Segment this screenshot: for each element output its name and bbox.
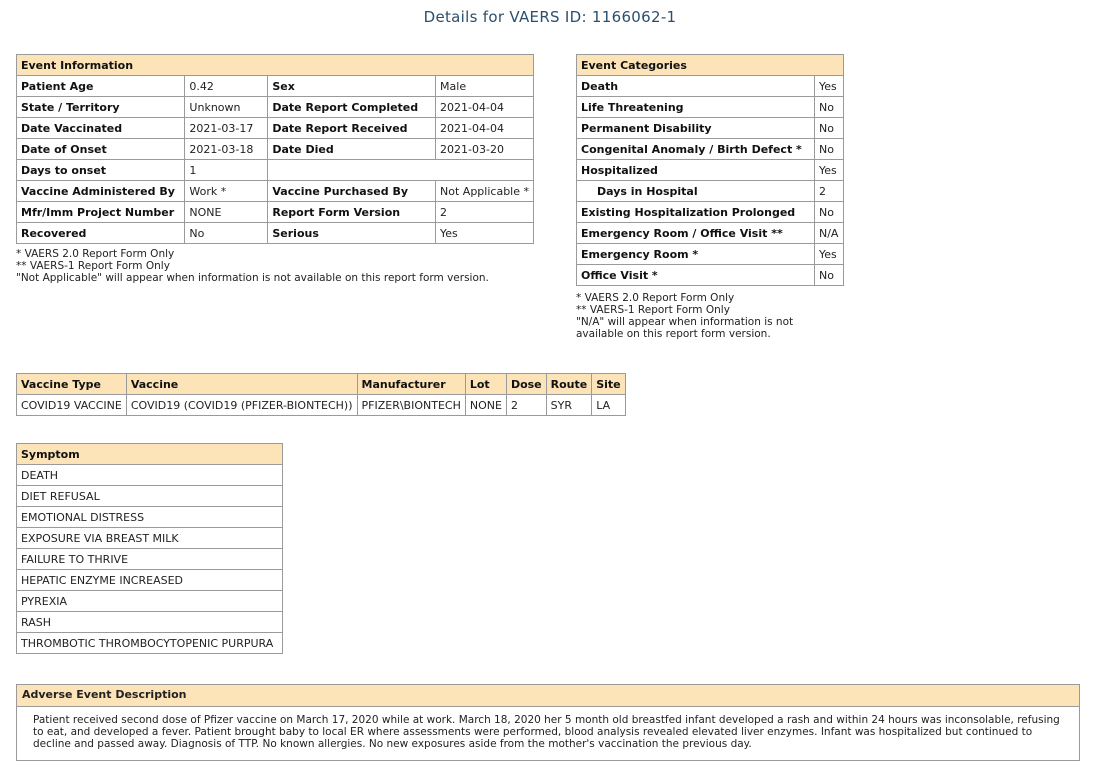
- category-label: Days in Hospital: [577, 181, 815, 202]
- footnote: available on this report form version.: [576, 328, 771, 340]
- patient-age-label: Patient Age: [17, 76, 185, 97]
- sex-label: Sex: [268, 76, 436, 97]
- column-header: Dose: [506, 374, 546, 395]
- empty-cell: [268, 160, 534, 181]
- column-header: Route: [546, 374, 592, 395]
- table-row: [17, 181, 534, 202]
- table-row: [17, 139, 534, 160]
- symptom-item: DIET REFUSAL: [17, 486, 283, 507]
- date-died-value: 2021-03-20: [436, 139, 534, 160]
- table-row: [577, 265, 844, 286]
- date-vaccinated-label: Date Vaccinated: [17, 118, 185, 139]
- table-row: [577, 118, 844, 139]
- category-label: Life Threatening: [577, 97, 815, 118]
- footnote: * VAERS 2.0 Report Form Only: [576, 292, 735, 304]
- event-categories-header: Event Categories: [577, 55, 844, 76]
- route-cell: SYR: [546, 395, 592, 416]
- recovered-label: Recovered: [17, 223, 185, 244]
- table-row: [577, 202, 844, 223]
- vaccine-cell: COVID19 (COVID19 (PFIZER-BIONTECH)): [126, 395, 357, 416]
- page-title: Details for VAERS ID: 1166062-1: [423, 8, 677, 26]
- days-to-onset-value: 1: [185, 160, 268, 181]
- report-form-version-label: Report Form Version: [268, 202, 436, 223]
- event-information-header: Event Information: [17, 55, 534, 76]
- category-label: Existing Hospitalization Prolonged: [577, 202, 815, 223]
- category-label: Emergency Room / Office Visit **: [577, 223, 815, 244]
- table-row: [17, 507, 283, 528]
- adverse-event-description: [16, 684, 1080, 761]
- table-row: [17, 223, 534, 244]
- column-header: Manufacturer: [357, 374, 465, 395]
- table-row: [17, 591, 283, 612]
- table-row: [17, 118, 534, 139]
- site-cell: LA: [592, 395, 625, 416]
- footnote: "N/A" will appear when information is not: [576, 316, 794, 328]
- category-value: Yes: [815, 244, 844, 265]
- date-report-received-label: Date Report Received: [268, 118, 436, 139]
- category-label: Death: [577, 76, 815, 97]
- symptom-item: THROMBOTIC THROMBOCYTOPENIC PURPURA: [17, 633, 283, 654]
- symptom-item: HEPATIC ENZYME INCREASED: [17, 570, 283, 591]
- sex-value: Male: [436, 76, 534, 97]
- manufacturer-cell: PFIZER\BIONTECH: [357, 395, 465, 416]
- event-information-notes: [16, 248, 489, 284]
- category-value: No: [815, 202, 844, 223]
- category-label: Emergency Room *: [577, 244, 815, 265]
- category-value: N/A: [815, 223, 844, 244]
- days-to-onset-label: Days to onset: [17, 160, 185, 181]
- footnote: * VAERS 2.0 Report Form Only: [16, 248, 175, 260]
- category-label: Congenital Anomaly / Birth Defect *: [577, 139, 815, 160]
- date-of-onset-label: Date of Onset: [17, 139, 185, 160]
- table-row: [577, 160, 844, 181]
- category-value: No: [815, 118, 844, 139]
- column-header: Vaccine Type: [17, 374, 127, 395]
- table-row: [17, 97, 534, 118]
- footnote: "Not Applicable" will appear when information is not available on this report form version.: [16, 272, 489, 284]
- symptom-item: PYREXIA: [17, 591, 283, 612]
- adverse-event-description-header: Adverse Event Description: [17, 685, 1079, 707]
- vaccine-administered-by-value: Work *: [185, 181, 268, 202]
- category-label: Permanent Disability: [577, 118, 815, 139]
- vaccine-table: [16, 373, 626, 416]
- symptom-table: [16, 443, 283, 654]
- adverse-event-description-text: Patient received second dose of Pfizer vaccine on March 17, 2020 while at work. March 18, 2020 her 5 month old breastfed infant developed a rash and within 24 hours was inconsolable, refusing to eat, and developed a fever. Patient brought baby to local ER where assessments were performed, blood analysis revealed elevated liver enzymes. Infant was hospitalized but continued to decline and passed away. Diagnosis of TTP. No known allergies. No new exposures aside from the mother's vaccination the previous day.: [33, 714, 1060, 750]
- table-row: [577, 76, 844, 97]
- lot-cell: NONE: [465, 395, 506, 416]
- table-row: [17, 465, 283, 486]
- footnote: ** VAERS-1 Report Form Only: [16, 260, 170, 272]
- date-died-label: Date Died: [268, 139, 436, 160]
- table-row: [17, 160, 534, 181]
- date-report-completed-label: Date Report Completed: [268, 97, 436, 118]
- mfr-imm-project-number-label: Mfr/Imm Project Number: [17, 202, 185, 223]
- symptom-item: EXPOSURE VIA BREAST MILK: [17, 528, 283, 549]
- table-row: [17, 202, 534, 223]
- vaccine-administered-by-label: Vaccine Administered By: [17, 181, 185, 202]
- date-vaccinated-value: 2021-03-17: [185, 118, 268, 139]
- date-report-completed-value: 2021-04-04: [436, 97, 534, 118]
- column-header: Lot: [465, 374, 506, 395]
- category-value: No: [815, 139, 844, 160]
- table-row: [17, 612, 283, 633]
- table-row: [577, 244, 844, 265]
- category-value: No: [815, 265, 844, 286]
- recovered-value: No: [185, 223, 268, 244]
- table-row: [17, 486, 283, 507]
- column-header: Vaccine: [126, 374, 357, 395]
- table-row: [17, 528, 283, 549]
- table-row: [17, 633, 283, 654]
- table-row: [17, 395, 626, 416]
- table-row: [17, 76, 534, 97]
- symptom-item: EMOTIONAL DISTRESS: [17, 507, 283, 528]
- report-form-version-value: 2: [436, 202, 534, 223]
- symptom-header: Symptom: [17, 444, 283, 465]
- table-row: [17, 549, 283, 570]
- dose-cell: 2: [506, 395, 546, 416]
- column-header: Site: [592, 374, 625, 395]
- table-row: [17, 570, 283, 591]
- category-value: No: [815, 97, 844, 118]
- table-row: [577, 223, 844, 244]
- state-territory-label: State / Territory: [17, 97, 185, 118]
- category-label: Office Visit *: [577, 265, 815, 286]
- vaccine-type-cell: COVID19 VACCINE: [17, 395, 127, 416]
- table-row: [577, 181, 844, 202]
- state-territory-value: Unknown: [185, 97, 268, 118]
- symptom-item: DEATH: [17, 465, 283, 486]
- category-value: 2: [815, 181, 844, 202]
- event-categories-notes: [576, 292, 793, 340]
- serious-value: Yes: [436, 223, 534, 244]
- table-row: [577, 97, 844, 118]
- date-of-onset-value: 2021-03-18: [185, 139, 268, 160]
- serious-label: Serious: [268, 223, 436, 244]
- vaccine-purchased-by-value: Not Applicable *: [436, 181, 534, 202]
- symptom-item: RASH: [17, 612, 283, 633]
- vaccine-purchased-by-label: Vaccine Purchased By: [268, 181, 436, 202]
- category-label: Hospitalized: [577, 160, 815, 181]
- category-value: Yes: [815, 160, 844, 181]
- date-report-received-value: 2021-04-04: [436, 118, 534, 139]
- symptom-item: FAILURE TO THRIVE: [17, 549, 283, 570]
- patient-age-value: 0.42: [185, 76, 268, 97]
- footnote: ** VAERS-1 Report Form Only: [576, 304, 730, 316]
- table-header-row: [17, 374, 626, 395]
- mfr-imm-project-number-value: NONE: [185, 202, 268, 223]
- event-information-table: [16, 54, 534, 244]
- table-row: [577, 139, 844, 160]
- event-categories-table: [576, 54, 844, 286]
- category-value: Yes: [815, 76, 844, 97]
